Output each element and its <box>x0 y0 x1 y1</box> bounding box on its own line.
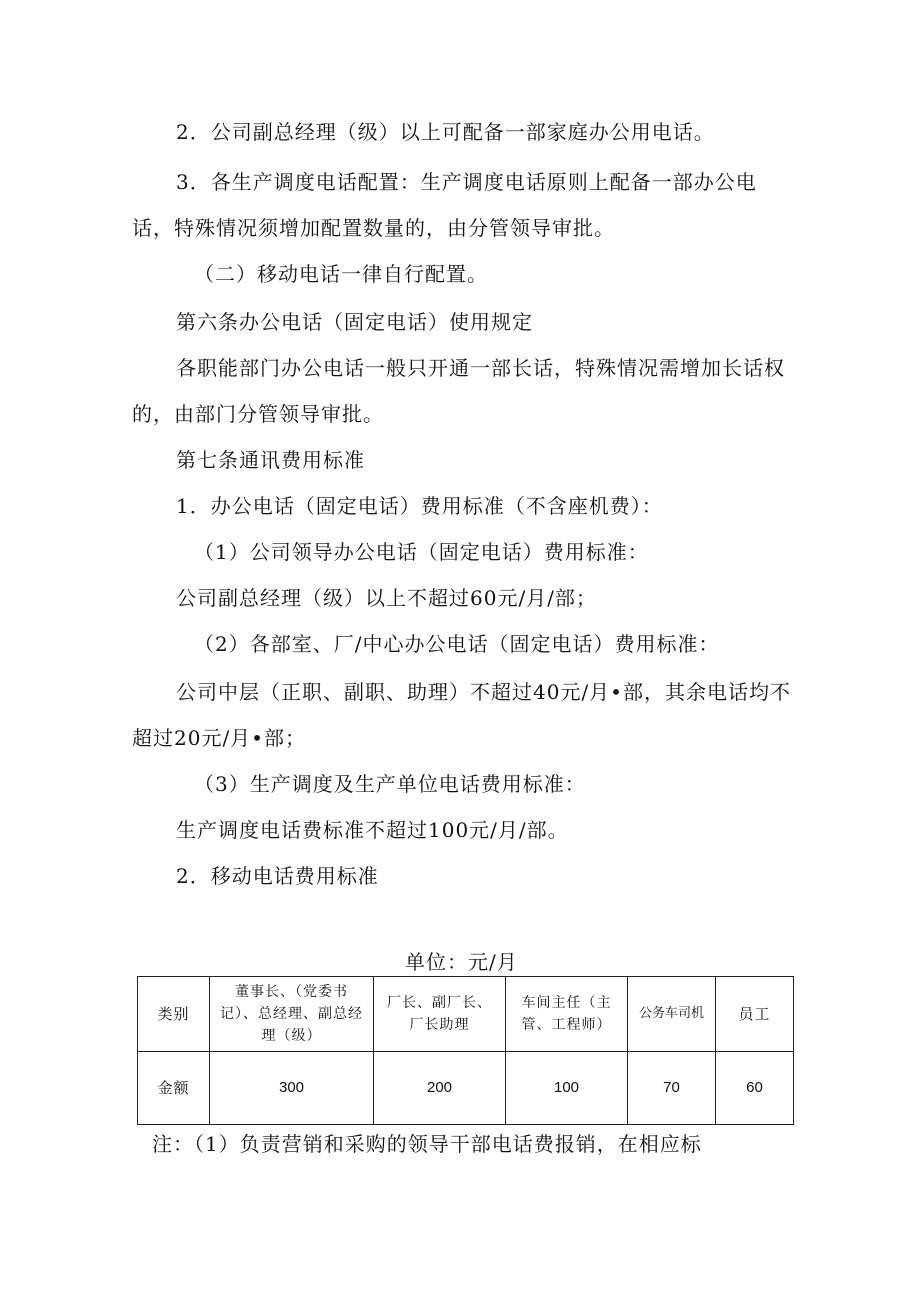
table-row-label: 金额 <box>138 1052 210 1125</box>
table-header-row <box>138 977 794 1052</box>
paragraph-line: 超过20元/月•部； <box>132 726 306 750</box>
table-cell: 60 <box>716 1052 794 1125</box>
table-header-cell: 员工 <box>716 977 794 1052</box>
table-cell: 200 <box>374 1052 506 1125</box>
phone-fee-table <box>137 976 794 1125</box>
table-cell: 70 <box>628 1052 716 1125</box>
table-header-cell: 董事长、（党委书记）、总经理、副总经理（级） <box>210 977 374 1052</box>
paragraph-line: 生产调度电话费标准不超过100元/月/部。 <box>176 818 569 842</box>
table-cell: 300 <box>210 1052 374 1125</box>
paragraph-line: 的，由部门分管领导审批。 <box>132 402 384 426</box>
paragraph-line: 2．公司副总经理（级）以上可配备一部家庭办公用电话。 <box>176 120 715 144</box>
paragraph-line: 公司中层（正职、副职、助理）不超过40元/月•部，其余电话均不 <box>176 680 791 704</box>
table-row <box>138 1052 794 1125</box>
paragraph-line: 公司副总经理（级）以上不超过60元/月/部； <box>176 586 597 610</box>
table-header-cell: 车间主任（主管、工程师） <box>506 977 628 1052</box>
paragraph-line: 2．移动电话费用标准 <box>176 864 379 888</box>
section-heading: 第六条办公电话（固定电话）使用规定 <box>176 310 533 334</box>
table-header-cell: 类别 <box>138 977 210 1052</box>
paragraph-line: （3）生产调度及生产单位电话费用标准： <box>194 772 586 796</box>
paragraph-line: （1）公司领导办公电话（固定电话）费用标准： <box>194 540 649 564</box>
footnote: 注：（1）负责营销和采购的领导干部电话费报销，在相应标 <box>152 1132 702 1156</box>
paragraph-line: 1．办公电话（固定电话）费用标准（不含座机费）： <box>176 494 663 518</box>
paragraph-line: 各职能部门办公电话一般只开通一部长话，特殊情况需增加长话权 <box>176 356 785 380</box>
table-header-cell: 公务车司机 <box>628 977 716 1052</box>
section-heading: 第七条通讯费用标准 <box>176 448 365 472</box>
paragraph-line: 3．各生产调度电话配置：生产调度电话原则上配备一部办公电 <box>176 170 757 194</box>
unit-label: 单位：元/月 <box>405 950 518 974</box>
paragraph-line: （2）各部室、厂/中心办公电话（固定电话）费用标准： <box>194 632 720 656</box>
table-cell: 100 <box>506 1052 628 1125</box>
paragraph-line: （二）移动电话一律自行配置。 <box>194 262 488 286</box>
table-header-cell: 厂长、副厂长、厂长助理 <box>374 977 506 1052</box>
paragraph-line: 话，特殊情况须增加配置数量的，由分管领导审批。 <box>132 216 615 240</box>
